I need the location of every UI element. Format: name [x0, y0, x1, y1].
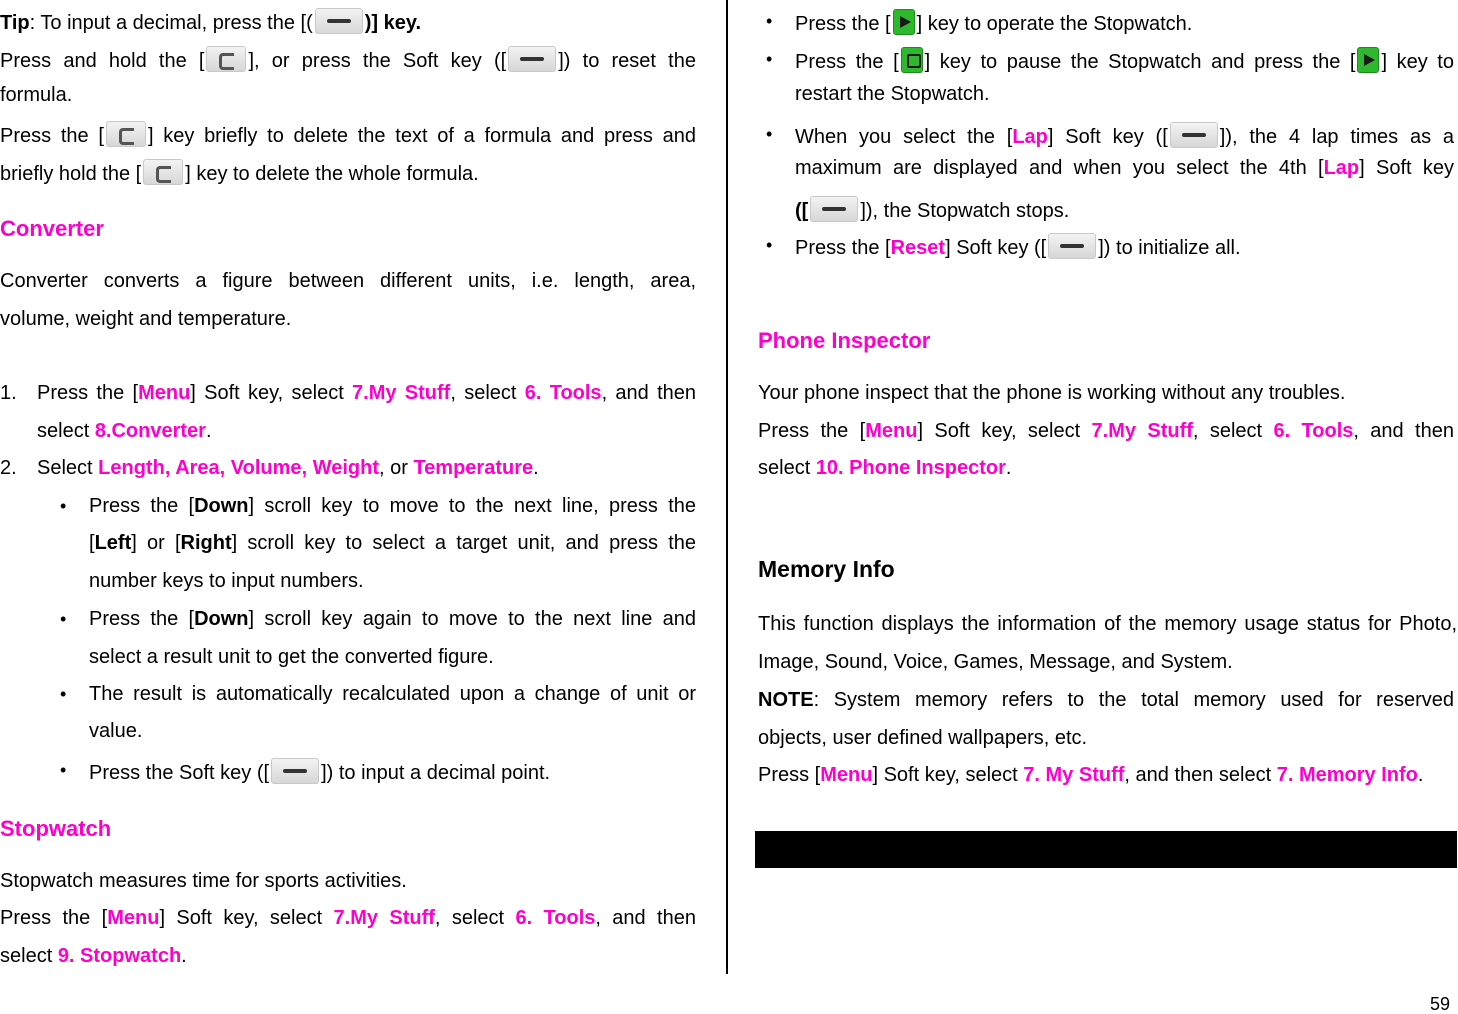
bullet-icon: • [766, 11, 773, 31]
converter-desc-2: volume, weight and temperature. [0, 308, 292, 330]
phone-inspector-heading: Phone Inspector [758, 328, 931, 353]
clear-key-icon [143, 159, 183, 185]
screenshot-placeholder-bar [755, 831, 1457, 868]
stop-key-icon [901, 47, 923, 73]
step-1-number: 1. [0, 382, 17, 404]
converter-heading: Converter [0, 216, 104, 241]
bullet-4-line: Press the Soft key ([ ]) to input a decimal point. [89, 758, 550, 785]
right-bullet-3-line-2: maximum are displayed and when you select the 4th [Lap] Soft key [795, 157, 1454, 179]
right-bullet-1: Press the [ ] key to operate the Stopwatch. [795, 9, 1192, 36]
soft-key-icon [508, 46, 556, 72]
note-line-1: NOTE: System memory refers to the total memory used for reserved [758, 689, 1454, 711]
right-bullet-2-line-2: restart the Stopwatch. [795, 83, 990, 105]
bullet-3-line-2: value. [89, 720, 143, 742]
soft-key-icon [810, 196, 858, 222]
right-bullet-2-line-1: Press the [ ] key to pause the Stopwatch and press the [ ] key to [795, 47, 1454, 74]
stopwatch-step-line-1: Press the [Menu] Soft key, select 7.My Stuff, select 6. Tools, and then [0, 907, 696, 929]
soft-key-icon [315, 8, 363, 34]
bullet-1-line-2: [Left] or [Right] scroll key to select a target unit, and press the [89, 532, 696, 554]
memory-desc-2: Image, Sound, Voice, Games, Message, and System. [758, 651, 1233, 673]
tip-line: Tip: To input a decimal, press the [( )] key. [0, 8, 421, 35]
soft-key-icon [1048, 233, 1096, 259]
column-divider [726, 0, 728, 974]
soft-key-icon [271, 758, 319, 784]
memory-info-heading: Memory Info [758, 556, 895, 582]
soft-key-icon [1170, 122, 1218, 148]
right-bullet-3-line-3: ([ ]), the Stopwatch stops. [795, 196, 1069, 223]
bullet-icon: • [766, 49, 773, 69]
note-line-2: objects, user defined wallpapers, etc. [758, 727, 1088, 749]
bullet-2-line-2: select a result unit to get the converted figure. [89, 646, 494, 668]
page-number: 59 [1429, 994, 1450, 1014]
right-bullet-4: Press the [Reset] Soft key ([ ]) to initialize all. [795, 233, 1241, 260]
inspector-step-line-2: select 10. Phone Inspector. [758, 457, 1012, 479]
right-bullet-3-line-1: When you select the [Lap] Soft key ([ ]), the 4 lap times as a [795, 122, 1454, 149]
hold-line-1: Press and hold the [ ], or press the Soft key ([ ]) to reset the [0, 46, 696, 73]
play-key-icon [893, 9, 915, 35]
bullet-icon: • [766, 235, 773, 255]
bullet-icon: • [60, 496, 67, 516]
stopwatch-step-line-2: select 9. Stopwatch. [0, 945, 187, 967]
bullet-icon: • [60, 609, 67, 629]
clear-key-icon [206, 46, 246, 72]
inspector-step-line-1: Press the [Menu] Soft key, select 7.My Stuff, select 6. Tools, and then [758, 420, 1454, 442]
stopwatch-heading: Stopwatch [0, 816, 112, 841]
step-1-line-1: Press the [Menu] Soft key, select 7.My Stuff, select 6. Tools, and then [37, 382, 696, 404]
bullet-3-line-1: The result is automatically recalculated upon a change of unit or [89, 683, 696, 705]
clear-key-icon [106, 121, 146, 147]
step-1-line-2: select 8.Converter. [37, 420, 212, 442]
bullet-1-line-3: number keys to input numbers. [89, 570, 364, 592]
inspector-desc: Your phone inspect that the phone is working without any troubles. [758, 382, 1346, 404]
bullet-icon: • [60, 760, 67, 780]
memory-desc-1: This function displays the information of the memory usage status for Photo, [758, 613, 1457, 635]
bullet-2-line-1: Press the [Down] scroll key again to move to the next line and [89, 608, 696, 630]
bullet-icon: • [766, 124, 773, 144]
play-key-icon [1357, 47, 1379, 73]
converter-desc-1: Converter converts a figure between different units, i.e. length, area, [0, 270, 696, 292]
clear-line-2: briefly hold the [ ] key to delete the whole formula. [0, 159, 479, 186]
bullet-1-line-1: Press the [Down] scroll key to move to the next line, press the [89, 495, 696, 517]
stopwatch-desc: Stopwatch measures time for sports activities. [0, 870, 407, 892]
step-2-number: 2. [0, 457, 17, 479]
memory-step-line: Press [Menu] Soft key, select 7. My Stuff, and then select 7. Memory Info. [758, 764, 1424, 786]
tip-label: Tip [0, 12, 30, 34]
bullet-icon: • [60, 684, 67, 704]
hold-line-2: formula. [0, 84, 73, 106]
step-2-line: Select Length, Area, Volume, Weight, or Temperature. [37, 457, 539, 479]
clear-line-1: Press the [ ] key briefly to delete the text of a formula and press and [0, 121, 696, 148]
